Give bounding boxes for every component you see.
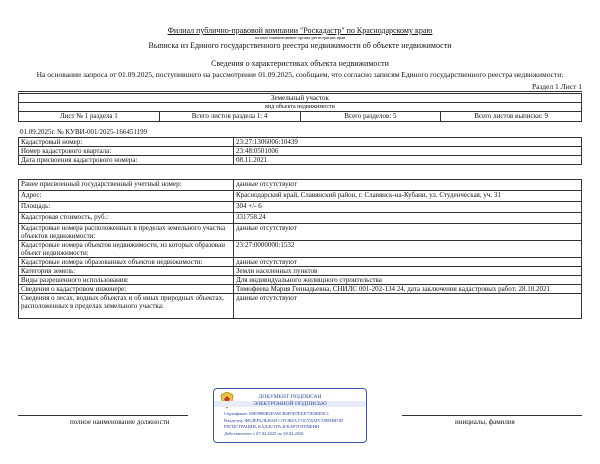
doc-number: 01.09.2025г. № КУВИ-001/2025-166451199 [20,128,148,136]
org-caption: полное наименование органа регистрации прав [254,35,346,40]
object-kind: Земельный участок [19,94,582,103]
table-row: Кадастровые номера объектов недвижимости, из которых образован объект недвижимости: 23:27:0000000:1532 [19,241,582,258]
org-name: Филиал публично-правовой компании "Роскадастр" по Краснодарскому краю [167,26,433,35]
sheet-number: Лист № 1 раздела 1 [19,112,160,122]
stamp-line-2: ЭЛЕКТРОННОЙ ПОДПИСЬЮ [214,401,366,407]
stamp-cert: Сертификат: 00E9880B2DA8CB6F9D7EEE75E8BE8C1 [224,411,330,416]
table-row: Кадастровые номера образованных объектов недвижимости: данные отсутствуют [19,258,582,267]
basis-text: На основании запроса от 01.09.2025, поступившего на рассмотрение 01.09.2025, сообщаем, что согласно записям Единого государственного реестра недвижимости: [36,70,564,79]
object-kind-caption: вид объекта недвижимости [19,103,582,112]
doc-title: Выписка из Единого государственного реестра недвижимости об объекте недвижимости [148,41,452,50]
position-caption: полное наименование должности [70,418,170,426]
table-row: Кадастровая стоимость, руб.: 331758.24 [19,213,582,224]
signature-position-line [18,415,188,416]
sheets-in-section: Всего листов раздела 1: 4 [159,112,300,122]
sheets-total: Всего листов выписки: 9 [441,112,582,122]
table-row: Адрес: Краснодарский край, Славянский район, г. Славянск-на-Кубани, ул. Студенческая, уч. 31 [19,191,582,202]
table-row: Сведения о лесах, водных объектах и об иных природных объектах, расположенных в пределах земельного участка: данные отсутствуют [19,294,582,319]
stamp-owner-1: Владелец: ФЕДЕРАЛЬНАЯ СЛУЖБА ГОСУДАРСТВЕННОЙ [224,418,344,423]
table-row: Ранее присвоенный государственный учетный номер: данные отсутствуют [19,180,582,191]
table-row: Сведения о кадастровом инженере: Тимофеева Мария Геннадьевна, СНИЛС 001-202-134 24, дата заключения кадастровых работ: 28.10.2021 [19,285,582,294]
table-row: Дата присвоения кадастрового номера: 08.11.2021 [19,156,582,165]
e-signature-stamp [213,388,367,443]
signature-name-line [402,415,582,416]
table-row: Площадь: 304 +/- 6 [19,202,582,213]
table-row: Кадастровый номер: 23:27:1306006:10439 [19,138,582,147]
table-row: Категория земель: Земли населенных пунктов [19,267,582,276]
name-caption: инициалы, фамилия [455,418,515,426]
details-table [18,179,582,319]
section-ref: Раздел 1 Лист 1 [531,82,582,91]
sections-total: Всего разделов: 5 [300,112,441,122]
section-title: Сведения о характеристиках объекта недвижимости [211,59,389,68]
table-row: Номер кадастрового квартала: 23:48:0501006 [19,147,582,156]
table-row: Кадастровые номера расположенных в пределах земельного участка объектов недвижимости: данные отсутствуют [19,224,582,241]
stamp-owner-2: РЕГИСТРАЦИИ, КАДАСТРА И КАРТОГРАФИИ [224,424,320,429]
stamp-line-1: ДОКУМЕНТ ПОДПИСАН [258,394,322,400]
ident-table [18,137,582,165]
top-rule [18,91,582,92]
table-row: Виды разрешенного использования: Для индивидуального жилищного строительства [19,276,582,285]
stamp-valid: Действителен: с 07.02.2025 по 28.04.2026 [224,431,304,436]
object-kind-table [18,93,582,122]
